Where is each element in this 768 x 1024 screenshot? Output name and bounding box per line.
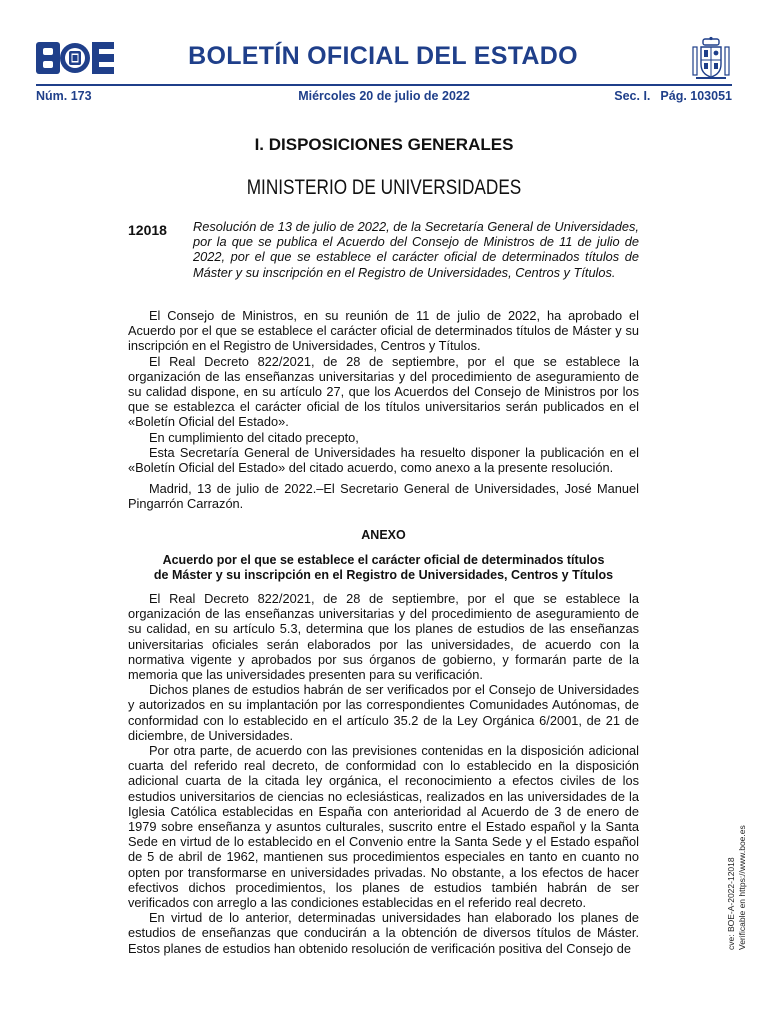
ministry-title: MINISTERIO DE UNIVERSIDADES	[246, 176, 522, 199]
annex-label: ANEXO	[361, 528, 406, 542]
header-rule	[36, 84, 732, 86]
issue-number: Núm. 173	[36, 89, 92, 103]
entry-number: 12018	[128, 222, 167, 238]
resolution-body	[128, 308, 639, 475]
issue-date: Miércoles 20 de julio de 2022	[298, 89, 470, 103]
signature: Madrid, 13 de julio de 2022.–El Secretario General de Universidades, José Manuel Pingarrón Carrazón.	[128, 481, 639, 512]
resolution-summary: Resolución de 13 de julio de 2022, de la Secretaría General de Universidades, por la que se publica el Acuerdo del Consejo de Ministros de 11 de julio de 2022, por el que se establece el carácter oficial de determinados títulos de Máster y su inscripción en el Registro de Universidades, Centros y Títulos.	[193, 219, 639, 280]
publication-title: BOLETÍN OFICIAL DEL ESTADO	[188, 42, 578, 70]
annex-body	[128, 591, 639, 956]
section-title: I. DISPOSICIONES GENERALES	[254, 135, 514, 154]
issue-meta-row	[36, 89, 732, 105]
signature-block	[128, 481, 639, 511]
section-label: Sec. I.	[614, 89, 651, 103]
verification-link[interactable]: Verificable en https://www.boe.es	[736, 825, 747, 950]
page-label: Pág. 103051	[660, 89, 732, 103]
cve-code: cve: BOE-A-2022-12018	[726, 857, 736, 950]
annex-title-line: de Máster y su inscripción en el Registro de Universidades, Centros y Títulos	[153, 568, 614, 582]
verification-margin-note	[726, 790, 747, 950]
annex-paragraph: En virtud de lo anterior, determinadas universidades han elaborado los planes de estudios de enseñanzas que conducirán a la obtención de diversos títulos de Máster. Estos planes de estudios han obtenido resolución de verificación positiva del Consejo de	[128, 910, 639, 956]
annex-paragraph: Por otra parte, de acuerdo con las previsiones contenidas en la disposición adicional cuarta del referido real decreto, de conformidad con lo establecido en la disposición adicional cuarta de la citada ley orgánica, el reconocimiento a efectos civiles de los estudios universitarios de ciencias no eclesiásticas, realizados en las universidades de la Iglesia Católica establecidas en España con anterioridad al Acuerdo de 3 de enero de 1979 sobre enseñanza y asuntos culturales, suscrito entre el Estado español y la Santa Sede en virtud de lo establecido en el Convenio entre la Santa Sede y el Estado español de 5 de abril de 1962, mantienen sus procedimientos especiales en tanto en cuanto no opten por transformarse en universidades privadas. No obstante, a los efectos de hacer efectivos dichos procedimientos, los planes de estudios también habrán de ser verificados con arreglo a las condiciones establecidas en el referido real decreto.	[128, 743, 639, 911]
annex-paragraph: Dichos planes de estudios habrán de ser verificados por el Consejo de Universidades y autorizados en su implantación por las correspondientes Comunidades Autónomas, de conformidad con lo establecido en el artículo 35.2 de la Ley Orgánica 6/2001, de 21 de diciembre, de Universidades.	[128, 682, 639, 743]
body-paragraph: El Consejo de Ministros, en su reunión de 11 de julio de 2022, ha aprobado el Acuerdo por el que se establece el carácter oficial de determinados títulos de Máster y su inscripción en el Registro de Universidades, Centros y Títulos.	[128, 308, 639, 354]
annex-title	[128, 553, 639, 583]
boe-logo	[36, 42, 114, 74]
coat-of-arms-icon	[690, 36, 732, 80]
annex-title-line: Acuerdo por el que se establece el carácter oficial de determinados títulos	[162, 553, 605, 567]
body-paragraph: Esta Secretaría General de Universidades ha resuelto disponer la publicación en el «Boletín Oficial del Estado» del citado acuerdo, como anexo a la presente resolución.	[128, 444, 639, 476]
annex-paragraph: El Real Decreto 822/2021, de 28 de septiembre, por el que se establece la organización de las enseñanzas universitarias y del procedimiento de aseguramiento de su calidad, en su artículo 5.3, determina que los planes de estudios de las enseñanzas universitarias oficiales serán elaborados por las universidades, de acuerdo con la normativa vigente y aprobados por sus órganos de gobierno, y formarán parte de la memoria que las universidades presenten para su verificación.	[128, 591, 639, 683]
body-paragraph: En cumplimiento del citado precepto,	[149, 429, 359, 445]
section-page-info	[614, 89, 732, 103]
body-paragraph: El Real Decreto 822/2021, de 28 de septiembre, por el que se establece la organización de las enseñanzas universitarias y del procedimiento de aseguramiento de su calidad dispone, en su artículo 27, que los Acuerdos del Consejo de Ministros por los que se establezca el carácter oficial de los títulos universitarios serán publicados en el «Boletín Oficial del Estado».	[128, 353, 639, 430]
